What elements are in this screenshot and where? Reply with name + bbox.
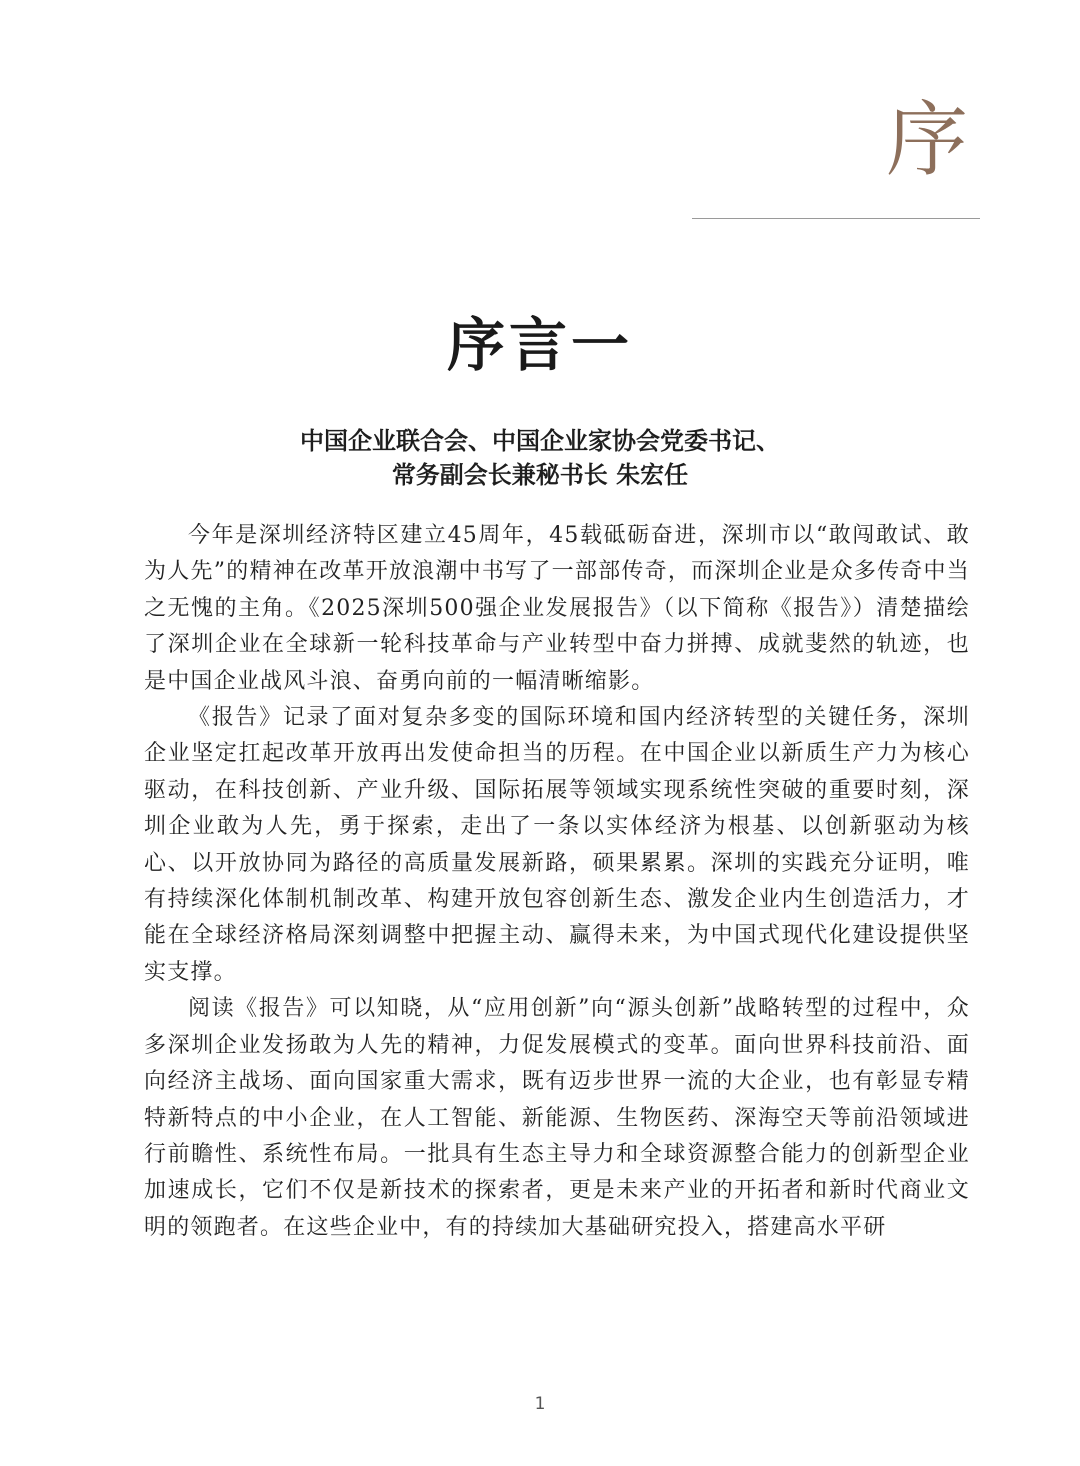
paragraph-1: 今年是深圳经济特区建立45周年，45载砥砺奋进，深圳市以“敢闯敢试、敢为人先”的精神在改革开放浪潮中书写了一部部传奇，而深圳企业是众多传奇中当之无愧的主角。《2025深圳500强企业发展报告》（以下简称《报告》）清楚描绘了深圳企业在全球新一轮科技革命与产业转型中奋力拼搏、成就斐然的轨迹，也是中国企业战风斗浪、奋勇向前的一幅清晰缩影。 <box>144 523 970 694</box>
page-title: 序言一 <box>446 311 633 379</box>
paragraph-3: 阅读《报告》可以知晓，从“应用创新”向“源头创新”战略转型的过程中，众多深圳企业发扬敢为人先的精神，力促发展模式的变革。面向世界科技前沿、面向经济主战场、面向国家重大需求，既有迈步世界一流的大企业，也有彰显专精特新特点的中小企业，在人工智能、新能源、生物医药、深海空天等前沿领域进行前瞻性、系统性布局。一批具有生态主导力和全球资源整合能力的创新型企业加速成长，它们不仅是新技术的探索者，更是未来产业的开拓者和新时代商业文明的领跑者。在这些企业中，有的持续加大基础研究投入，搭建高水平研 <box>144 996 970 1240</box>
section-divider <box>692 218 980 219</box>
paragraph-2: 《报告》记录了面对复杂多变的国际环境和国内经济转型的关键任务，深圳企业坚定扛起改革开放再出发使命担当的历程。在中国企业以新质生产力为核心驱动，在科技创新、产业升级、国际拓展等领域实现系统性突破的重要时刻，深圳企业敢为人先，勇于探索，走出了一条以实体经济为根基、以创新驱动为核心、以开放协同为路径的高质量发展新路，硕果累累。深圳的实践充分证明，唯有持续深化体制机制改革、构建开放包容创新生态、激发企业内生创造活力，才能在全球经济格局深刻调整中把握主动、赢得未来，为中国式现代化建设提供坚实支撑。 <box>144 705 970 985</box>
author-line-1: 中国企业联合会、中国企业家协会党委书记、 <box>300 427 780 455</box>
section-mark: 序 <box>885 93 968 188</box>
body-text <box>144 518 970 1246</box>
author-byline <box>0 424 1080 492</box>
author-line-2: 常务副会长兼秘书长 朱宏任 <box>391 461 689 489</box>
page-number: 1 <box>534 1394 546 1414</box>
